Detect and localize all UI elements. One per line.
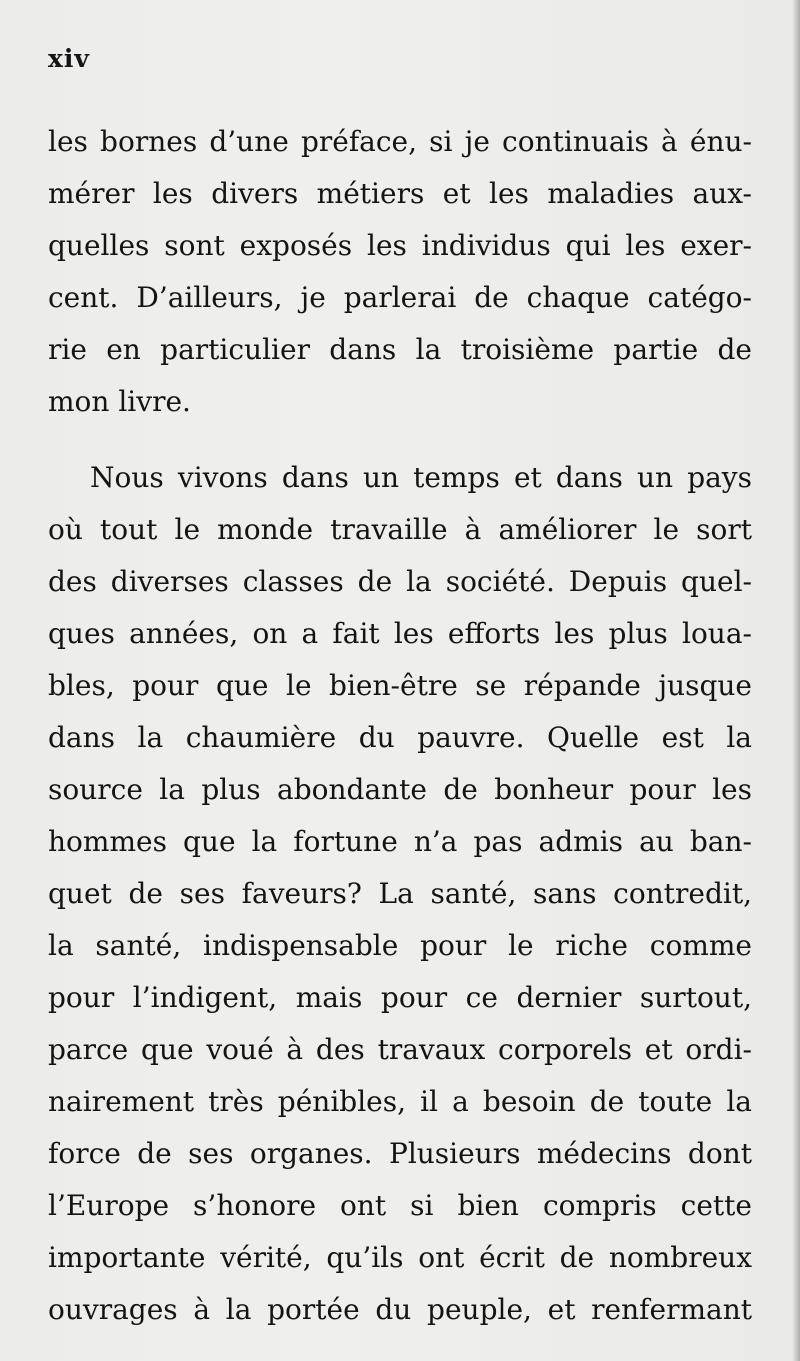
text-line: cent. D’ailleurs, je parlerai de chaque catégo- — [48, 281, 752, 314]
text-line: rie en particulier dans la troisième partie de — [48, 333, 752, 366]
text-line: parce que voué à des travaux corporels et ordi- — [48, 1033, 752, 1066]
text-line: où tout le monde travaille à améliorer le sort — [48, 513, 752, 546]
text-line: les bornes d’une préface, si je continuais à énu- — [48, 125, 752, 158]
text-line: des diverses classes de la société. Depuis quel- — [48, 565, 752, 598]
text-line: importante vérité, qu’ils ont écrit de nombreux — [48, 1241, 752, 1274]
text-line: quelles sont exposés les individus qui les exer- — [48, 229, 752, 262]
text-line: la santé, indispensable pour le riche comme — [48, 929, 752, 962]
text-line: ouvrages à la portée du peuple, et renfermant — [48, 1293, 752, 1326]
text-line: mérer les divers métiers et les maladies aux- — [48, 177, 752, 210]
text-line: dans la chaumière du pauvre. Quelle est la — [48, 721, 752, 754]
text-line: nairement très pénibles, il a besoin de toute la — [48, 1085, 752, 1118]
paragraph-gap — [48, 428, 752, 452]
text-line: l’Europe s’honore ont si bien compris cette — [48, 1189, 752, 1222]
text-line: mon livre. — [48, 385, 191, 418]
text-line: ques années, on a fait les efforts les plus loua- — [48, 617, 752, 650]
text-line: source la plus abondante de bonheur pour les — [48, 773, 752, 806]
text-line: force de ses organes. Plusieurs médecins dont — [48, 1137, 752, 1170]
text-line: quet de ses faveurs? La santé, sans contredit, — [48, 877, 752, 910]
text-line: hommes que la fortune n’a pas admis au ban- — [48, 825, 752, 858]
text-line: Nous vivons dans un temps et dans un pays — [90, 461, 752, 494]
text-line: bles, pour que le bien-être se répande jusque — [48, 669, 752, 702]
text-line: pour l’indigent, mais pour ce dernier surtout, — [48, 981, 752, 1014]
page-edge-shadow — [792, 0, 800, 1361]
page-number: xiv — [48, 44, 90, 73]
body-text — [48, 116, 752, 1336]
